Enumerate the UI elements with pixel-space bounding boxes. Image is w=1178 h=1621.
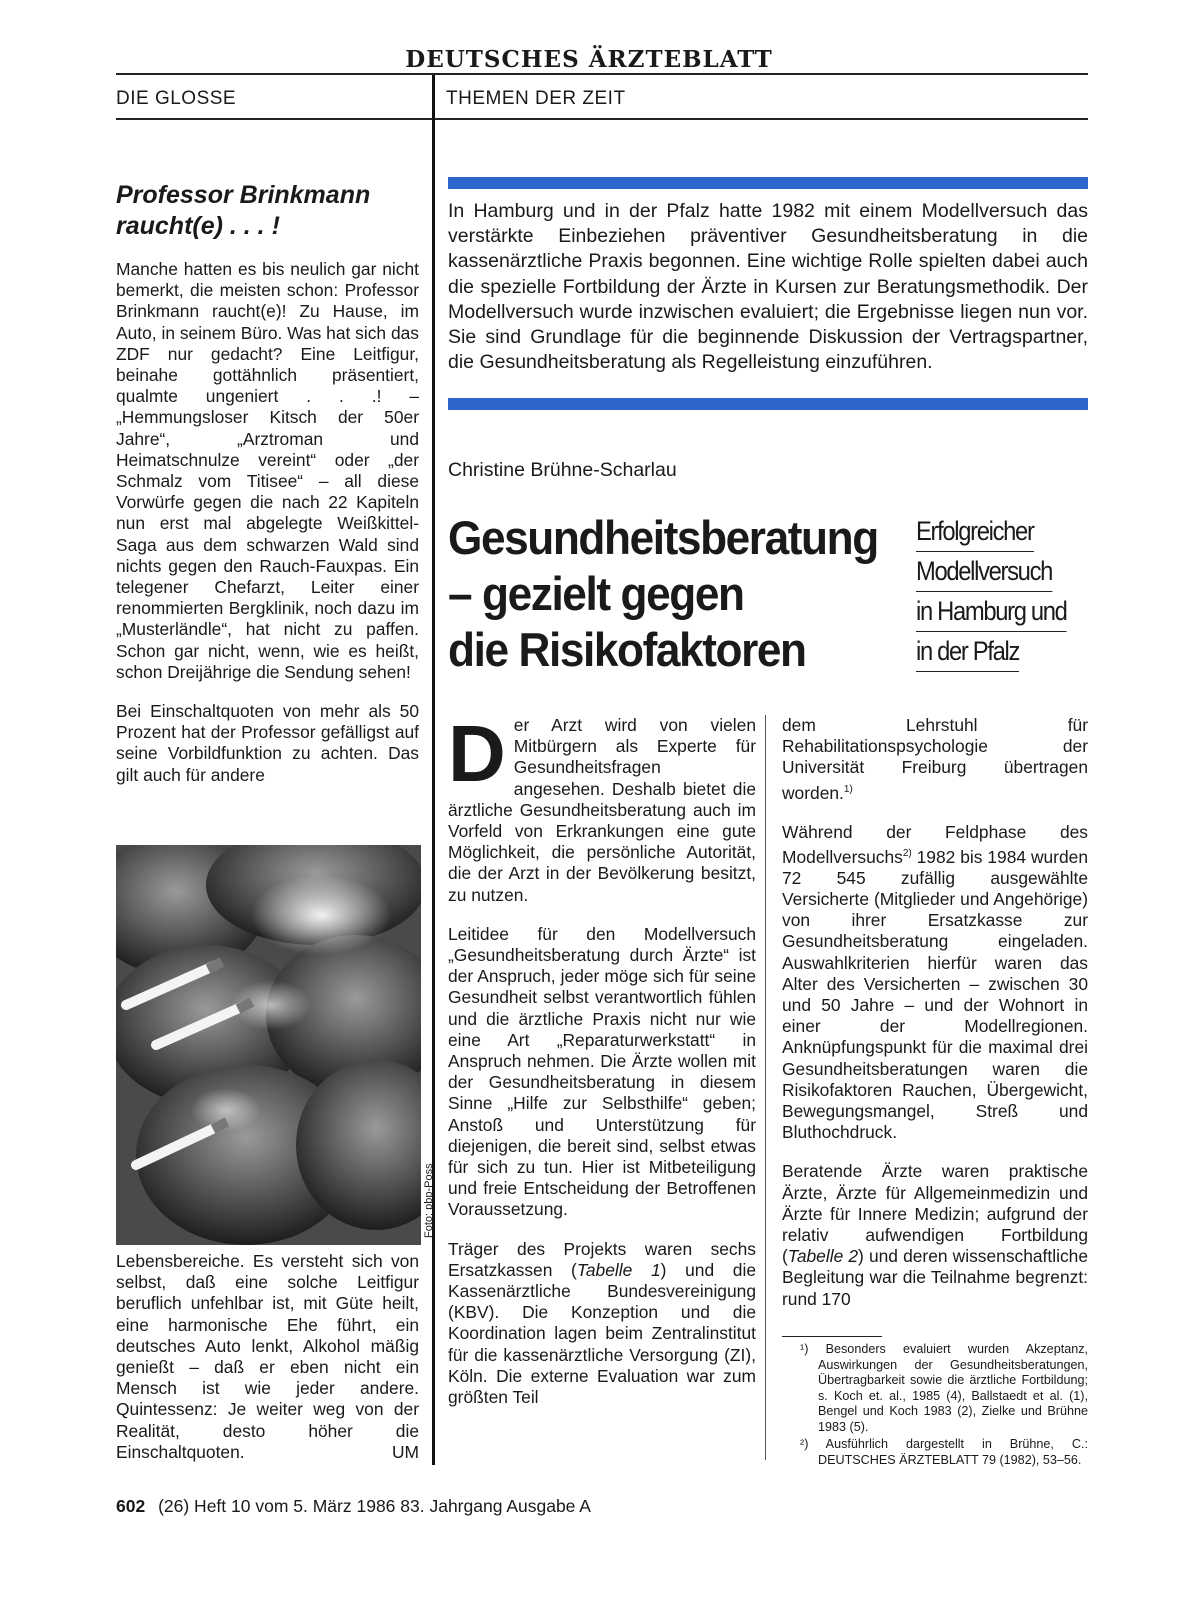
glosse-body-top [116,259,419,804]
paragraph-4-text: dem Lehrstuhl für Rehabilitationspsychologie der Universität Freiburg übertragen worden. [782,715,1088,803]
table-2-reference: Tabelle 2 [787,1246,859,1267]
article-subline [916,512,1092,672]
article-column-1 [448,709,756,1426]
glosse-paragraph-1: Manche hatten es bis neulich gar nicht bemerkt, die meisten schon: Professor Brinkmann raucht(e)! Zu Hause, im Auto, in seinem Büro. Was hat sich das ZDF nur gedacht? Eine Leitfigur, beinahe gottähnlich präsentiert, qualmte ungeniert . . .! – „Hemmungsloser Kitsch der 50er Jahre“, „Arztroman und Heimatschnulze vereint“ oder „der Schmalz vom Titisee“ – all diese Vorwürfe gegen die nach 22 Kapiteln nun erst mal abgelegte Weißkittel-Saga aus dem schwarzen Wald sind nichts gegen den Rauch-Fauxpas. Ein telegener Chefarzt, Leiter einer renommierten Bergklinik, noch dazu im „Musterländle“, hat nicht zu paffen. Schon gar nicht, wenn, wie es heißt, schon Dreijährige die Sendung sehen! [116,259,419,682]
section-label-themen: THEMEN DER ZEIT [446,88,626,109]
paragraph-3-part-b: ) und die Kassenärztliche Bundesvereinigung (KBV). Die Konzeption und die Koordination lagen beim Zentralinstitut für die kassenärztliche Versorgung (ZI), Köln. Die externe Evaluation war zum größten Teil [448,1259,756,1408]
page-number: 602 [116,1496,146,1516]
page-footer [116,1496,591,1517]
glosse-signature: UM [391,1441,419,1462]
lead-top-bar [448,177,1088,189]
section-rule [116,118,1088,120]
footnote-1: ¹) Besonders evaluiert wurden Akzeptanz, Auswirkungen der Gesundheitsberatungen, Übertragbarkeit sowie die ärztliche Fortbildung; s. Koch et. al., 1985 (4), Ballstaedt et al. (1), Bengel und Koch 1983 (2), Zielke und Brühne 1983 (5). [800,1342,1088,1434]
glosse-title-line2: raucht(e) . . . ! [116,212,280,240]
article-headline [448,510,890,678]
issue-info: (26) Heft 10 vom 5. März 1986 83. Jahrgang Ausgabe A [158,1496,591,1516]
paragraph-5-part-b: 1982 bis 1984 wurden 72 545 zufällig ausgewählte Versicherte (Mitglieder und Angehörige) von ihrer Ersatzkasse zur Gesundheitsberatung eingeladen. Auswahlkriterien hierfür waren das Alter des Versicherten – zwischen 30 und 50 Jahre – und der Wohnort in einer der Modellregionen. Anknüpfungspunkt für die maximal drei Gesundheitsberatungen waren die Risikofaktoren Rauchen, Übergewicht, Bewegungsmangel, Streß und Bluthochdruck. [782,846,1088,1143]
glosse-title-line1: Professor Brinkmann [116,181,371,209]
headline-line3: die Risikofaktoren [448,623,806,676]
cigarette-photo [116,845,421,1245]
subline-line2: Modellversuch [916,552,1052,592]
glosse-body-bottom [116,1251,419,1463]
photo-credit: Foto: pbp-Poss [423,1163,435,1238]
subline-line3: in Hamburg und [916,592,1067,632]
headline-line2: – gezielt gegen [448,567,744,620]
article-paragraph-2: Leitidee für den Modellversuch „Gesundheitsberatung durch Ärzte“ ist der Anspruch, jeder möge sich für seine Gesundheit selbst verantwortlich fühlen und die ärztliche Praxis nicht nur wie eine Art „Reparaturwerkstatt“ in Anspruch nehmen. Die Ärzte wollen mit der Gesundheitsberatung in diesem Sinne „Hilfe zur Selbsthilfe“ geben; Anstoß und Unterstützung für diejenigen, die bereit sind, selbst etwas für sich zu tun. Hier ist Mitbeteiligung und freie Entscheidung der Betroffenen Voraussetzung. [448,923,756,1220]
article-paragraph-5 [782,822,1088,1144]
footnote-ref-2: 2) [902,847,912,859]
glosse-title [116,180,421,242]
paragraph-6-part-b: ) und deren wissenschaftliche Begleitung war die Teilnahme begrenzt: rund 170 [782,1246,1088,1309]
article-column-2 [782,715,1088,1328]
glosse-paragraph-3 [116,1251,419,1463]
article-paragraph-1 [448,709,756,906]
masthead-rule [116,73,1088,75]
article-paragraph-4 [782,715,1088,804]
subline-line1: Erfolgreicher [916,512,1034,552]
table-1-reference: Tabelle 1 [576,1259,661,1280]
article-lead: In Hamburg und in der Pfalz hatte 1982 mit einem Modellversuch das verstärkte Einbeziehen präventiver Gesundheitsberatung in die kassenärztliche Praxis begonnen. Eine wichtige Rolle spielten dabei auch die spezielle Fortbildung der Ärzte in Kursen zur Beratungsmethodik. Der Modellversuch wurde inzwischen evaluiert; die Ergebnisse liegen nun vor. Sie sind Grundlage für die beginnende Diskussion der Vertragspartner, die Gesundheitsberatung als Regelleistung einzuführen. [448,200,1088,374]
subline-line4: in der Pfalz [916,632,1019,672]
section-label-glosse: DIE GLOSSE [116,88,237,109]
article-paragraph-3 [448,1239,756,1409]
headline-line1: Gesundheitsberatung [448,511,878,564]
paragraph-3-part-a: Träger des Projekts waren sechs Ersatzkassen ( [448,1238,756,1280]
glosse-paragraph-2: Bei Einschaltquoten von mehr als 50 Prozent hat der Professor gefälligst auf seine Vorbildfunktion zu achten. Das gilt auch für andere [116,701,419,785]
paragraph-5-part-a: Während der Feldphase des Modellversuchs [782,821,1088,867]
footnote-ref-1: 1) [843,783,853,795]
footnote-2: ²) Ausführlich dargestellt in Brühne, C.: DEUTSCHES ÄRZTEBLATT 79 (1982), 53–56. [800,1437,1088,1467]
drop-cap: D [448,709,506,798]
column-divider [432,75,435,1465]
lead-bottom-bar [448,398,1088,410]
article-author: Christine Brühne-Scharlau [448,459,677,481]
footnotes [800,1342,1088,1470]
article-column-rule [765,715,766,1460]
footnote-rule [782,1336,882,1337]
cigarette-photo-image [116,845,421,1245]
article-paragraph-6 [782,1161,1088,1309]
glosse-paragraph-3-text: Lebensbereiche. Es versteht sich von selbst, daß eine solche Leitfigur beruflich unfehlbar ist, mit Güte heilt, eine harmonische Ehe führt, ein deutsches Auto lenkt, Alkohol mäßig genießt – daß er eben nicht ein Mensch ist wie jeder andere. Quintessenz: Je weiter weg von der Realität, desto höher die Einschaltquoten. [116,1251,419,1462]
paragraph-6-part-a: Beratende Ärzte waren praktische Ärzte, Ärzte für Allgemeinmedizin und Ärzte für Innere Medizin; aufgrund der relativ aufwendigen Fortbildung ( [782,1161,1088,1267]
masthead: DEUTSCHES ÄRZTEBLATT [405,46,773,73]
article-paragraph-1-text: er Arzt wird von vielen Mitbürgern als Experte für Gesundheitsfragen angesehen. Deshalb bietet die ärztliche Gesundheitsberatung auch im Vorfeld von Erkrankungen eine gute Möglichkeit, die persönliche Autorität, die der Arzt in der Bevölkerung besitzt, zu nutzen. [448,715,756,905]
